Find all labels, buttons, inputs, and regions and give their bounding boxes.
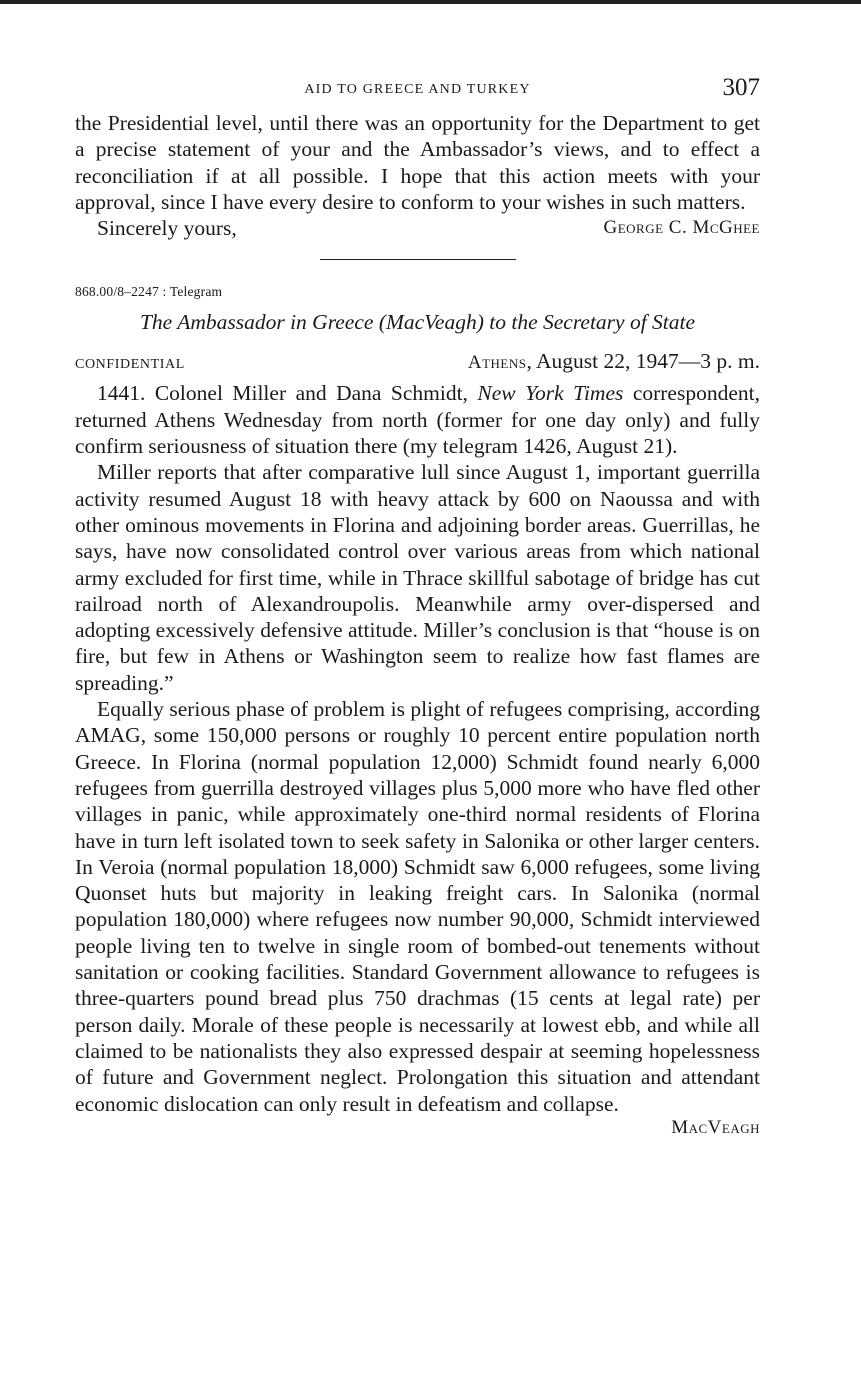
running-head (75, 70, 760, 110)
place: Athens (467, 352, 527, 374)
previous-letter-continuation: the Presidential level, until there was an opportunity for the Department to get a precise statement of your and the Ambassador’s views, and to effect a reconciliation if at all possible. I hope that this action meets with your approval, since I have every desire to conform to your wishes in such matters. (75, 111, 760, 214)
letter-closing (75, 215, 760, 241)
date: , August 22, 1947—3 p. m. (526, 349, 760, 374)
paragraph-1-lead: 1441. Colonel Miller and Dana Schmidt, (97, 381, 478, 406)
running-title: AID TO GREECE AND TURKEY (304, 82, 531, 97)
telegram-body (75, 380, 760, 1116)
page-top-edge (0, 0, 861, 4)
section-divider (320, 259, 516, 260)
paragraph-2: Miller reports that after comparative lull since August 1, important guerrilla activity resumed August 18 with heavy attack by 600 on Naoussa and with other ominous movements in Florina and adjoining border areas. Guerrillas, he says, have now consolidated control over various areas from which national army excluded for first time, while in Thrace skillful sabotage of bridge has cut railroad north of Alexandroupolis. Meanwhile army over-dispersed and adopting excessively defensive attitude. Miller’s conclusion is that “house is on fire, but few in Athens or Washington seem to realize how fast flames are spreading.” (75, 460, 760, 695)
telegram-signature: MacVeagh (671, 1116, 760, 1138)
paragraph-1-rest: correspondent, returned Athens Wednesday from north (former for one day only) and fully confirm seriousness of situation there (my telegram 1426, August 21). (75, 381, 760, 459)
classification-label: CONFIDENTIAL (75, 357, 185, 373)
newspaper-name: New York Times (477, 381, 624, 406)
document-title: The Ambassador in Greece (MacVeagh) to the Secretary of State (139, 310, 696, 335)
paragraph-3: Equally serious phase of problem is plight of refugees comprising, according AMAG, some 150,000 persons or roughly 10 percent entire population north Greece. In Florina (normal population 12,000) Schmidt found nearly 6,000 refugees from guerrilla destroyed villages plus 5,000 more who have fled other villages in panic, while approximately one-third normal residents of Florina have in turn left isolated town to seek safety in Salonika or other larger centers. In Veroia (normal population 18,000) Schmidt saw 6,000 refugees, some living Quonset huts but majority in leaking freight cars. In Salonika (normal population 180,000) where refugees now number 90,000, Schmidt interviewed people living ten to twelve in single room of bombed-out tenements without sanitation or cooking facilities. Standard Government allowance to refugees is three-quarters pound bread plus 750 drachmas (15 cents at legal rate) per person daily. Morale of these people is necessarily at lowest ebb, and while all claimed to be nationalists they also expressed despair at seeming hopelessness of future and Government neglect. Prolongation this situation and attendant economic dislocation can only result in defeatism and collapse. (75, 697, 760, 1116)
paragraph-1 (75, 380, 760, 459)
signer-name: George C. McGhee (603, 217, 760, 239)
document-page (75, 70, 760, 1139)
document-reference: 868.00/8–2247 : Telegram (75, 284, 223, 300)
place-and-date (468, 349, 760, 374)
dateline (75, 349, 760, 374)
salutation: Sincerely yours, (97, 216, 237, 241)
page-number: 307 (722, 74, 760, 101)
